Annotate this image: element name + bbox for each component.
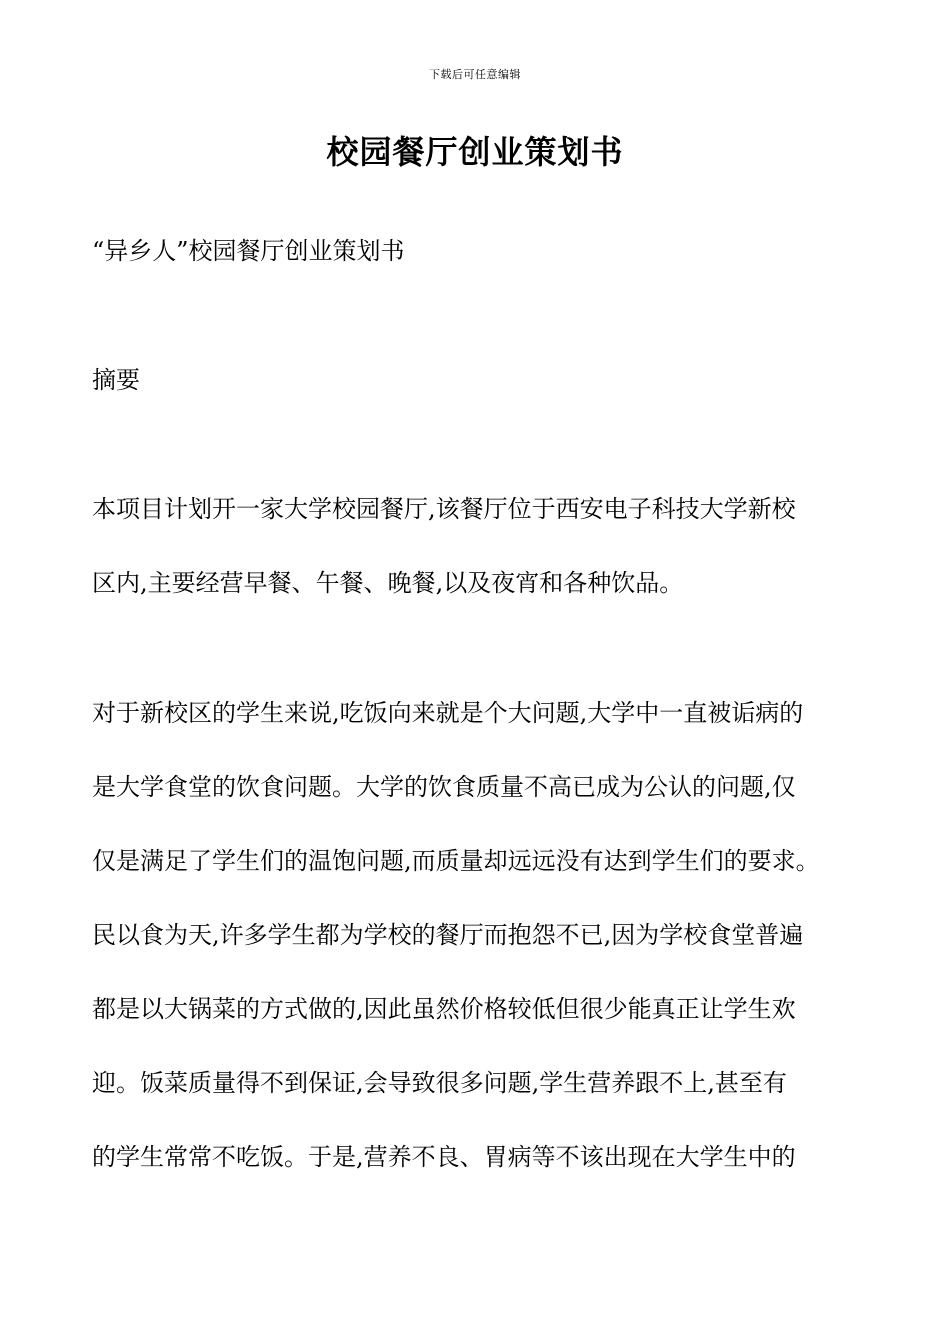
document-title: 校园餐厅创业策划书 [326, 133, 624, 171]
paragraph-line: 对于新校区的学生来说,吃饭向来就是个大问题,大学中一直被诟病的 [92, 699, 804, 727]
paragraph-line: 迎。饭菜质量得不到保证,会导致很多问题,学生营养跟不上,甚至有 [92, 1069, 787, 1097]
paragraph-background [92, 676, 882, 1194]
document-subtitle: “异乡人”校园餐厅创业策划书 [92, 237, 405, 265]
paragraph-line: 区内,主要经营早餐、午餐、晚餐,以及夜宵和各种饮品。 [92, 569, 684, 597]
paragraph-line: 本项目计划开一家大学校园餐厅,该餐厅位于西安电子科技大学新校 [92, 495, 796, 523]
paragraph-line: 都是以大锅菜的方式做的,因此虽然价格较低但很少能真正让学生欢 [92, 995, 796, 1023]
section-heading-abstract: 摘要 [92, 366, 140, 394]
paragraph-line: 的学生常常不吃饭。于是,营养不良、胃病等不该出现在大学生中的 [92, 1143, 796, 1171]
paragraph-line: 是大学食堂的饮食问题。大学的饮食质量不高已成为公认的问题,仅 [92, 773, 796, 801]
paragraph-intro [92, 472, 882, 620]
header-note: 下载后可任意编辑 [429, 68, 521, 81]
paragraph-line: 仅是满足了学生们的温饱问题,而质量却远远没有达到学生们的要求。 [92, 847, 820, 875]
paragraph-line: 民以食为天,许多学生都为学校的餐厅而抱怨不已,因为学校食堂普遍 [92, 921, 804, 949]
